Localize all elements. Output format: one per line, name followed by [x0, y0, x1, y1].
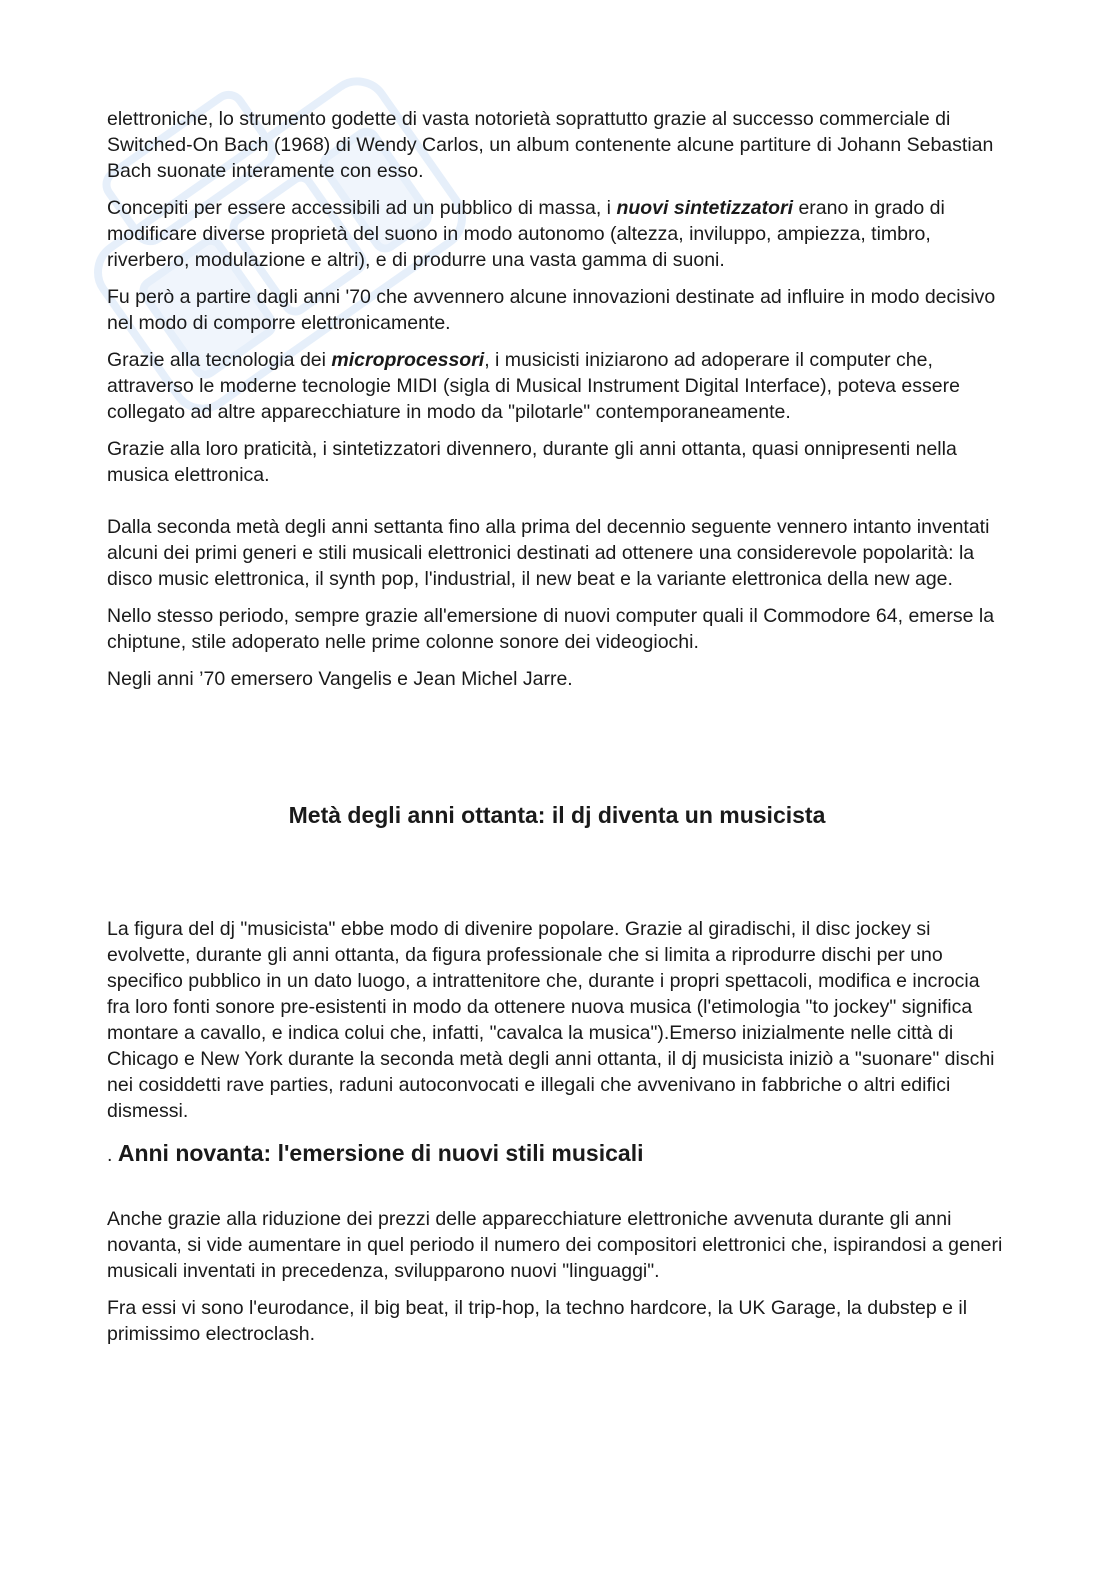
emphasis-microprocessori: microprocessori: [331, 349, 485, 371]
paragraph-chiptune: Nello stesso periodo, sempre grazie all'emersione di nuovi computer quali il Commodore 64, emerse la chiptune, stile adoperato nelle prime colonne sonore dei videogiochi.: [107, 605, 995, 653]
paragraph-riduzione-prezzi: Anche grazie alla riduzione dei prezzi delle apparecchiature elettroniche avvenuta durante gli anni novanta, si vide aumentare in quel periodo il numero dei compositori elettronici che, ispirandosi a generi musicali inventati in precedenza, svilupparono nuovi "linguaggi".: [107, 1208, 1003, 1282]
emphasis-nuovi-sintetizzatori: nuovi sintetizzatori: [616, 197, 794, 219]
paragraph-vangelis-jarre: Negli anni ’70 emersero Vangelis e Jean Michel Jarre.: [107, 668, 573, 690]
paragraph-microprocessori: Grazie alla tecnologia dei microprocessori, i musicisti iniziarono ad adoperare il computer che, attraverso le moderne tecnologie MIDI (sigla di Musical Instrument Digital Interface), poteva essere collegato ad altre apparecchiature in modo da "pilotarle" contemporaneamente.: [107, 349, 960, 423]
paragraph-dj-musicista: La figura del dj "musicista" ebbe modo di divenire popolare. Grazie al giradischi, il disc jockey si evolvette, durante gli anni ottanta, da figura professionale che si limita a riprodurre dischi per uno specifico pubblico in un dato luogo, a intrattenitore che, durante i propri spettacoli, modifica e incrocia fra loro fonti sonore pre-esistenti in modo da ottenere nuova musica (l'etimologia "to jockey" significa montare a cavallo, e indica colui che, infatti, "cavalca la musica").Emerso inizialmente nelle città di Chicago e New York durante la seconda metà degli anni ottanta, il dj musicista iniziò a "suonare" dischi nei cosiddetti rave parties, raduni autoconvocati e illegali che avvenivano in fabbriche o altri edifici dismessi.: [107, 918, 995, 1122]
paragraph-praticita: Grazie alla loro praticità, i sintetizzatori divennero, durante gli anni ottanta, quasi onnipresenti nella musica elettronica.: [107, 438, 957, 486]
paragraph-generi-elettronici: Dalla seconda metà degli anni settanta fino alla prima del decennio seguente vennero intanto inventati alcuni dei primi generi e stili musicali elettronici destinati ad ottenere una considerevole popolarità: la disco music elettronica, il synth pop, l'industrial, il new beat e la variante elettronica della new age.: [107, 516, 990, 590]
section-title-dj-musicista: Metà degli anni ottanta: il dj diventa un musicista: [288, 802, 826, 828]
paragraph-switched-on-bach: elettroniche, lo strumento godette di vasta notorietà soprattutto grazie al successo commerciale di Switched-On Bach (1968) di Wendy Carlos, un album contenente alcune partiture di Johann Sebastian Bach suonate interamente con esso.: [107, 108, 994, 182]
paragraph-nuovi-sintetizzatori: Concepiti per essere accessibili ad un pubblico di massa, i nuovi sintetizzatori erano in grado di modificare diverse proprietà del suono in modo autonomo (altezza, inviluppo, ampiezza, timbro, riverbero, modulazione e altri), e di produrre una vasta gamma di suoni.: [107, 197, 945, 271]
section-title-anni-novanta: . Anni novanta: l'emersione di nuovi stili musicali: [107, 1140, 644, 1166]
paragraph-anni-70-innovazioni: Fu però a partire dagli anni '70 che avvennero alcune innovazioni destinate ad influire in modo decisivo nel modo di comporre elettronicamente.: [107, 286, 996, 334]
paragraph-stili-anni-novanta: Fra essi vi sono l'eurodance, il big beat, il trip-hop, la techno hardcore, la UK Garage, la dubstep e il primissimo electroclash.: [107, 1297, 968, 1345]
document-page: [107, 106, 1007, 1358]
